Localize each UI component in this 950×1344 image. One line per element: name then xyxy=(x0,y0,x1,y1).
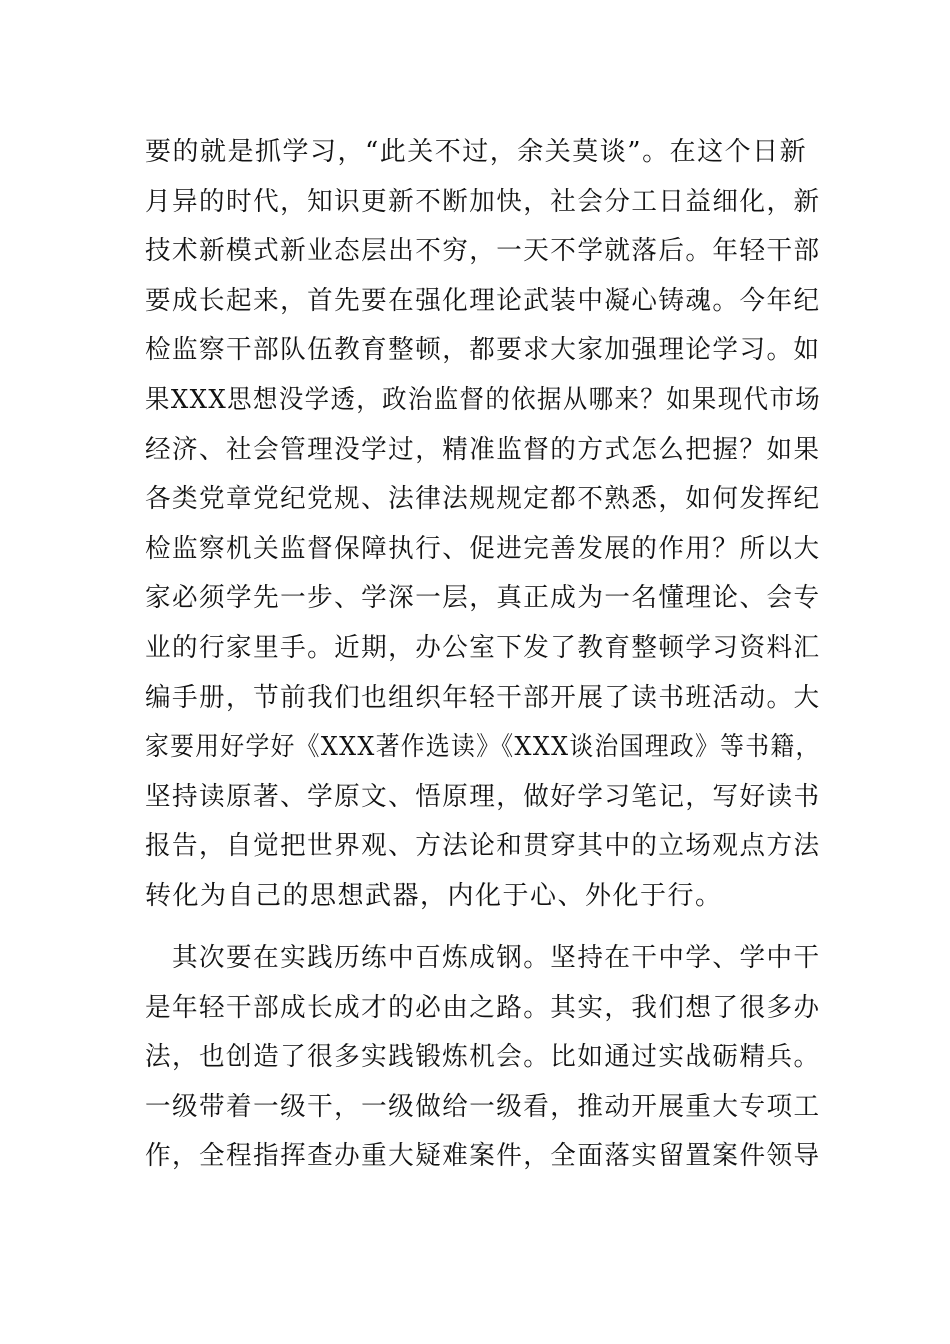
text-line: 技术新模式新业态层出不穷，一天不学就落后。年轻干部 xyxy=(145,236,821,267)
text-line: 是年轻干部成长成才的必由之路。其实，我们想了很多办 xyxy=(145,992,821,1023)
text-line: 其次要在实践历练中百炼成钢。坚持在干中学、学中干 xyxy=(145,943,821,973)
text-line: 果XXX思想没学透，政治监督的依据从哪来？如果现代市场 xyxy=(145,384,822,415)
text-line: 检监察机关监督保障执行、促进完善发展的作用？所以大 xyxy=(145,533,821,564)
text-line: 家必须学先一步、学深一层，真正成为一名懂理论、会专 xyxy=(145,583,821,614)
paragraph-study xyxy=(145,128,822,922)
text-line: 要的就是抓学习，“此关不过，余关莫谈”。在这个日新 xyxy=(145,137,808,167)
text-line: 家要用好学好《XXX著作选读》《XXX谈治国理政》等书籍， xyxy=(145,732,821,763)
text-line: 编手册，节前我们也组织年轻干部开展了读书班活动。大 xyxy=(145,682,821,713)
text-line: 各类党章党纪党规、法律法规规定都不熟悉，如何发挥纪 xyxy=(145,484,821,515)
text-line: 检监察干部队伍教育整顿，都要求大家加强理论学习。如 xyxy=(145,335,821,366)
text-line: 转化为自己的思想武器，内化于心、外化于行。 xyxy=(145,880,723,911)
text-line: 经济、社会管理没学过，精准监督的方式怎么把握？如果 xyxy=(145,434,821,465)
text-line: 月异的时代，知识更新不断加快，社会分工日益细化，新 xyxy=(145,186,821,217)
paragraph-practice xyxy=(145,934,821,1182)
text-line: 业的行家里手。近期，办公室下发了教育整顿学习资料汇 xyxy=(145,632,821,663)
text-line: 报告，自觉把世界观、方法论和贯穿其中的立场观点方法 xyxy=(145,831,821,862)
text-line: 要成长起来，首先要在强化理论武装中凝心铸魂。今年纪 xyxy=(145,285,821,316)
text-line: 法，也创造了很多实践锻炼机会。比如通过实战砺精兵。 xyxy=(145,1042,821,1073)
text-line: 一级带着一级干，一级做给一级看，推动开展重大专项工 xyxy=(145,1091,821,1122)
text-line: 坚持读原著、学原文、悟原理，做好学习笔记，写好读书 xyxy=(145,781,821,812)
text-line: 作，全程指挥查办重大疑难案件，全面落实留置案件领导 xyxy=(145,1141,821,1172)
